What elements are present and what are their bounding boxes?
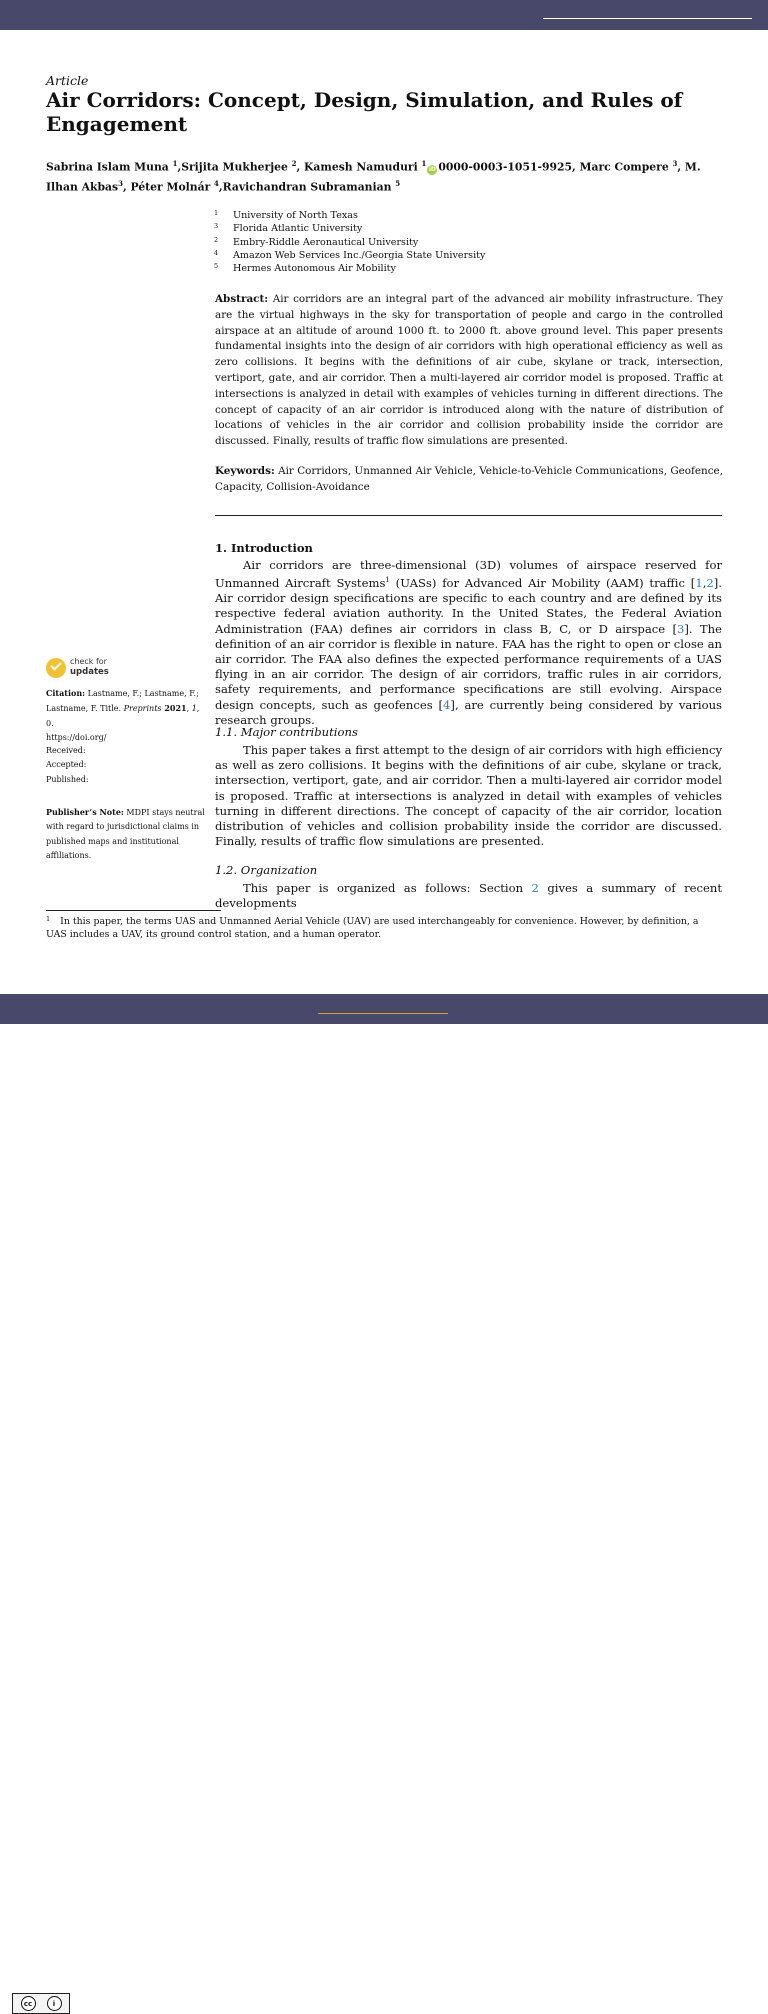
affiliation-item: 5 Hermes Autonomous Air Mobility [214,262,396,275]
cc-icon: cc [21,1996,36,2011]
abstract: Abstract: Air corridors are an integral part of the advanced air mobility infrastructure. They are the virtual highways in the sky for transportation of people and cargo in the controlled airspace at an altitude of around 1000 ft. to 2000 ft. above ground level. This paper presents fundamental insights into the design of air corridors with high operational efficiency as well as zero collisions. It begins with the definitions of air cube, skylane or track, intersection, vertiport, gate, and air corridor. Then a multi-layered air corridor model is proposed. Traffic at intersections is analyzed in detail with examples of vehicles turning in different directions. The concept of capacity of an air corridor is introduced along with the nature of distribution of locations of vehicles in the air corridor and collision probability inside the corridor are discussed. Finally, results of traffic flow simulations are presented. [215,293,723,448]
subsection-heading-contributions: 1.1. Major contributions [215,725,358,739]
footnote: $^1$ In this paper, the terms UAS and Unmanned Aerial Vehicle (UAV) are used interchangeably for convenience. However, by definition, a UAS includes a UAV, its ground control station, and a human operator. [46,915,699,940]
orcid-id[interactable]: 0000-0003-1051-9925 [438,160,573,174]
organization-paragraph: This paper is organized as follows: Section 2 gives a summary of recent developments [215,881,722,911]
header-rule [543,18,752,19]
orcid-icon[interactable]: iD [428,165,436,173]
keywords: Keywords: Air Corridors, Unmanned Air Vehicle, Vehicle-to-Vehicle Communications, Geofence, Capacity, Collision-Avoidance [215,465,723,493]
affiliation-item: 4 Amazon Web Services Inc./Georgia State University [214,248,486,261]
dates-block: Received: Accepted: Published: [46,746,89,784]
section-heading-introduction: 1. Introduction [215,541,313,555]
affiliation-item: 2 Embry-Riddle Aeronautical University [214,235,419,248]
citation-link[interactable]: 4 [443,697,451,712]
article-type-label: Article [46,73,89,88]
subsection-heading-organization: 1.2. Organization [215,863,318,877]
contributions-paragraph: This paper takes a first attempt to the design of air corridors with high efficiency as well as zero collisions. It begins with the definitions of air cube, skylane or track, intersection, vertiport, gate, and air corridor. Then a multi-layered air corridor model is proposed. Traffic at intersections is analyzed in detail with examples of vehicles turning in different directions. The concept of capacity of the air corridor, location distribution of vehicles and collision probability inside the corridor are discussed. Finally, results of traffic flow simulations are presented. [215,743,722,849]
doi-link[interactable]: https://doi.org/ [46,732,107,742]
affiliation-item: 3 Florida Atlantic University [214,222,363,235]
footnote-rule [46,910,221,911]
by-attribution-icon: i [47,1996,62,2011]
affiliation-item: 1 University of North Texas [214,209,358,221]
check-updates-icon [46,658,66,678]
footer-rule [318,1013,448,1014]
footer-bar [0,994,768,2008]
affiliation-list [214,209,714,275]
publisher-note: Publisher’s Note: MDPI stays neutral with regard to jurisdictional claims in published maps and institutional affiliations. [46,807,205,860]
author-list: Sabrina Islam Muna $^1$,Srijita Mukherjee $^2$, Kamesh Namuduri $^1$iD 0000-0003-1051-9925, Marc Compere $^3$, M. Ilhan Akbas$^3$, Péter Molnár $^4$,Ravichandran Subramanian $^5$ [46,159,701,194]
citation-link[interactable]: 1 [695,576,703,591]
cc-license-badge[interactable] [12,1993,70,2014]
citation-block: Citation: Lastname, F.; Lastname, F.; Lastname, F. Title. Preprints 2021, 1, 0. https://doi.org/ [46,688,200,742]
citation-link[interactable]: 2 [706,576,714,591]
section-link[interactable]: 2 [531,881,539,895]
paper-title: Air Corridors: Concept, Design, Simulation, and Rules of Engagement [46,88,683,136]
check-for-updates-badge[interactable]: check for updates [46,657,126,681]
section-divider [215,515,722,516]
header-bar [0,0,768,30]
introduction-paragraph: Air corridors are three-dimensional (3D) volumes of airspace reserved for Unmanned Aircraft Systems$^1$ (UASs) for Advanced Air Mobility (AAM) traffic [1,2]. Air corridor design specifications are specific to each country and are defined by its respective federal aviation authority. In the United States, the Federal Aviation Administration (FAA) defines air corridors in class B, C, or D airspace [3]. The definition of an air corridor is flexible in nature. FAA has the right to open or close an air corridor. The FAA also defines the expected performance requirements of a UAS flying in an air corridor. The design of air corridors, traffic rules in air corridors, safety requirements, and performance specifications are still evolving. Airspace design concepts, such as geofences [4], are currently being considered by various research groups. [215,558,722,727]
citation-link[interactable]: 3 [676,621,685,636]
